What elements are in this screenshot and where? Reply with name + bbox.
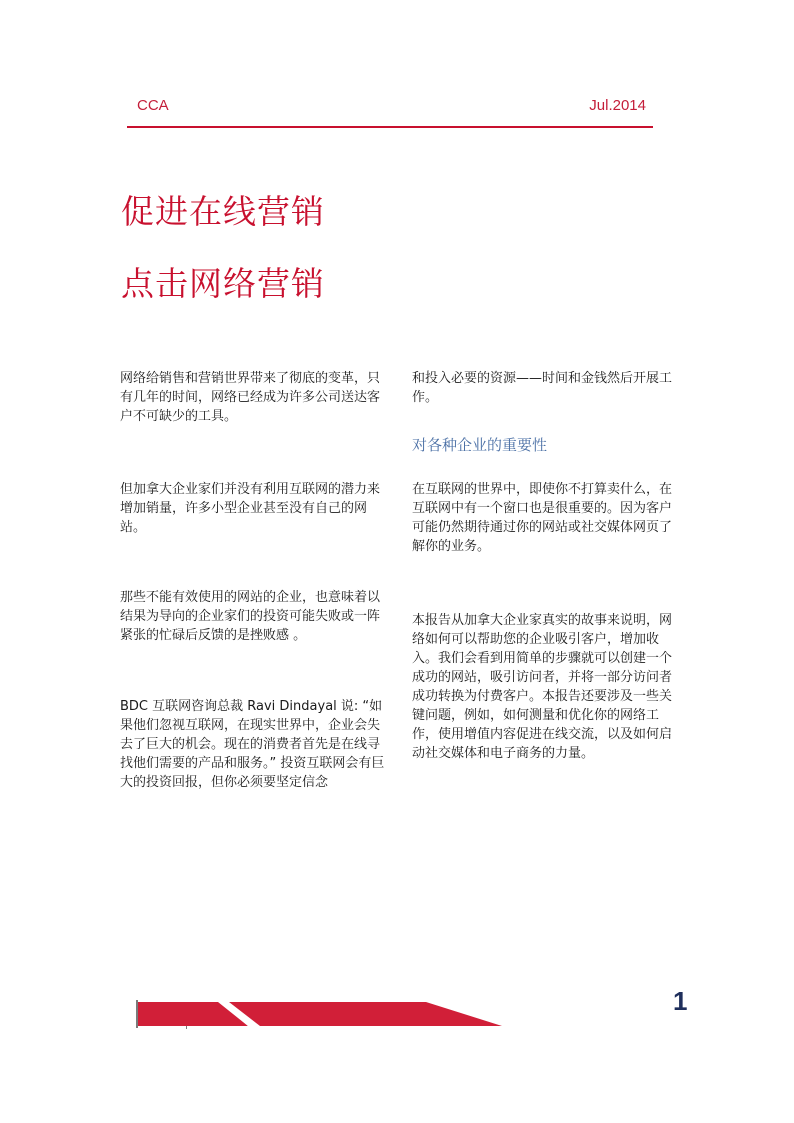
paragraph-left-1: 网络给销售和营销世界带来了彻底的变革，只有几年的时间，网络已经成为许多公司送达客户不可缺少的工具。	[120, 371, 381, 424]
header-rule	[127, 126, 653, 128]
page-title-line-1: 促进在线营销	[121, 192, 325, 231]
footer-decorative-band	[136, 1000, 506, 1030]
paragraph-right-1: 和投入必要的资源——时间和金钱然后开展工作。	[412, 371, 673, 405]
page-number: 1	[673, 986, 688, 1016]
section-subheading: 对各种企业的重要性	[412, 436, 548, 454]
header-org: CCA	[137, 97, 169, 114]
paragraph-left-2: 但加拿大企业家们并没有利用互联网的潜力来增加销量，许多小型企业甚至没有自己的网站。	[120, 482, 381, 535]
header-date: Jul.2014	[589, 97, 646, 114]
paragraph-left-4: BDC 互联网咨询总裁 Ravi Dindayal 说: “如果他们忽视互联网，在现实世界中，企业会失去了巨大的机会。现在的消费者首先是在线寻找他们需要的产品和服务。” 投资互联网会有巨大的投资回报，但你必须要坚定信念	[120, 699, 385, 790]
page-title-line-2: 点击网络营销	[121, 264, 325, 303]
paragraph-right-2: 在互联网的世界中，即使你不打算卖什么，在互联网中有一个窗口也是很重要的。因为客户可能仍然期待通过你的网站或社交媒体网页了解你的业务。	[412, 482, 673, 554]
paragraph-right-3: 本报告从加拿大企业家真实的故事来说明，网络如何可以帮助您的企业吸引客户，增加收入。我们会看到用简单的步骤就可以创建一个成功的网站，吸引访问者，并将一部分访问者成功转换为付费客户。本报告还要涉及一些关键问题，例如，如何测量和优化你的网络工作，使用增值内容促进在线交流，以及如何启动社交媒体和电子商务的力量。	[412, 613, 673, 761]
paragraph-left-3: 那些不能有效使用的网站的企业，也意味着以结果为导向的企业家们的投资可能失败或一阵紧张的忙碌后反馈的是挫败感 。	[120, 590, 381, 643]
